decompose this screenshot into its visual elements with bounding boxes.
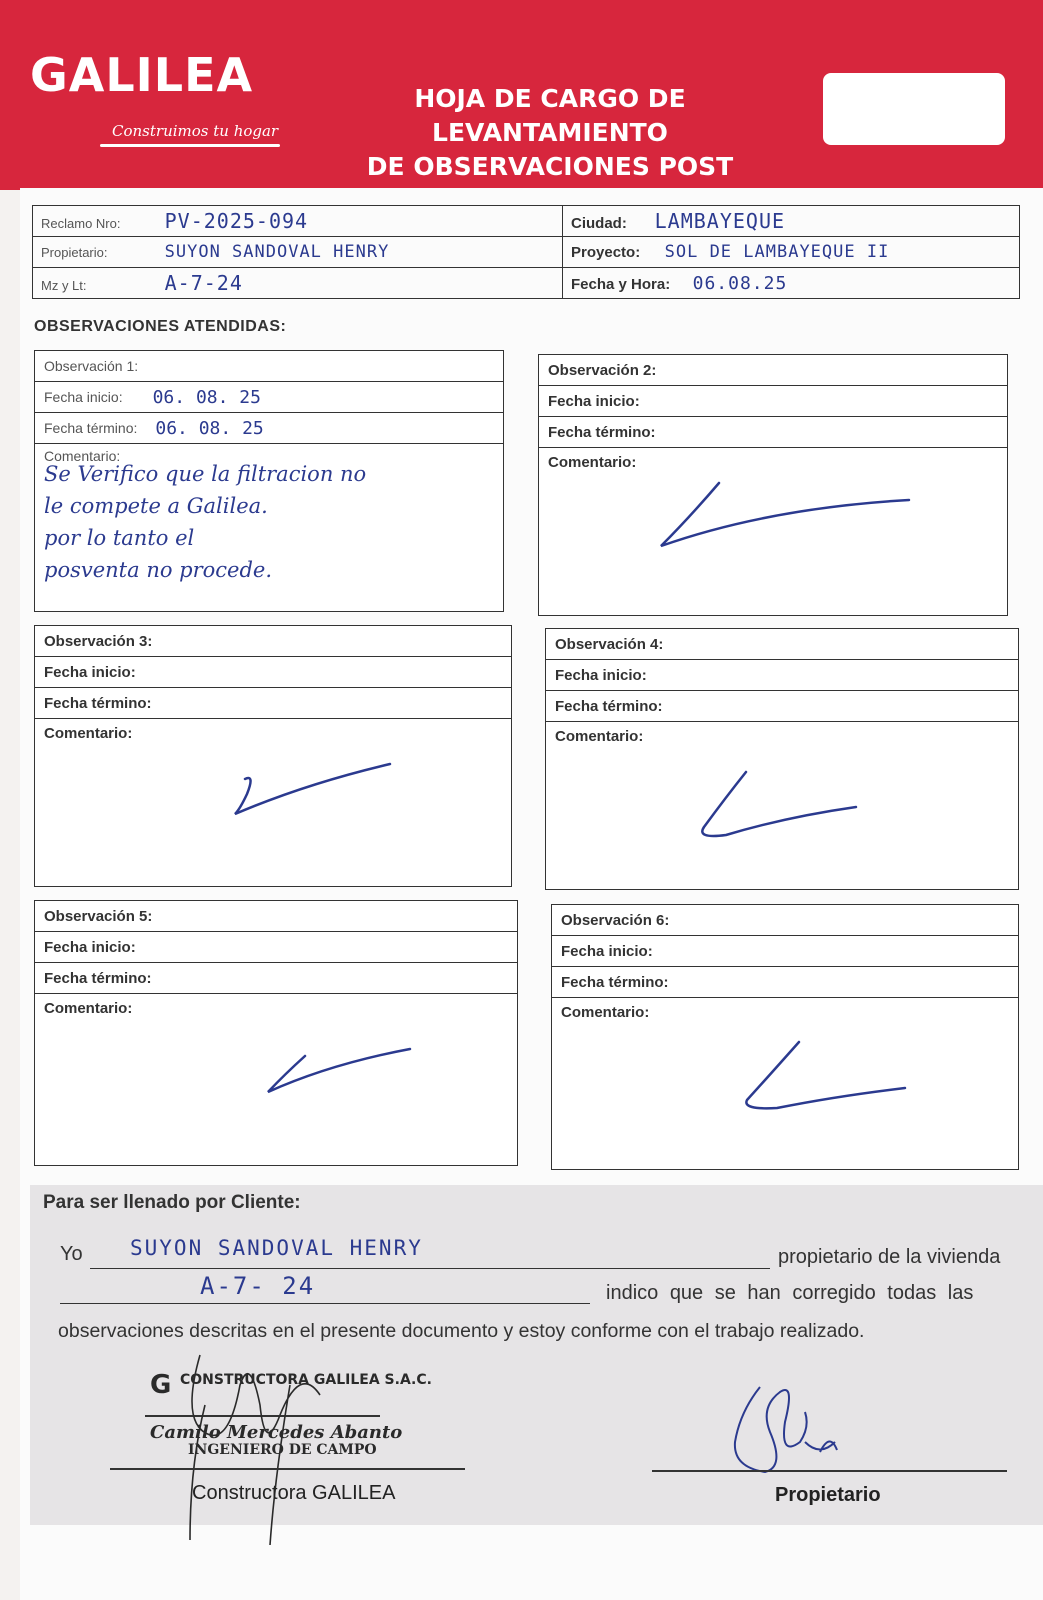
owner-name-line bbox=[90, 1268, 770, 1269]
title-line-2: DE OBSERVACIONES POST bbox=[366, 152, 734, 181]
ciudad-label: Ciudad: bbox=[571, 215, 627, 232]
observation-1-comentario bbox=[35, 444, 503, 592]
observation-4-title: Observación 4: bbox=[555, 635, 664, 653]
fecha-label: Fecha y Hora: bbox=[571, 275, 671, 293]
propietario-label: Propietario bbox=[775, 1484, 881, 1506]
observation-5-termino bbox=[35, 963, 517, 994]
observation-2-title: Observación 2: bbox=[548, 361, 657, 379]
comentario-line: Se Verifico que la filtracion no bbox=[44, 462, 367, 486]
observation-3-label bbox=[35, 626, 511, 657]
observation-4-inicio bbox=[546, 660, 1018, 691]
mz-cell bbox=[33, 268, 563, 299]
termino-label: Fecha término: bbox=[44, 420, 138, 436]
header-blank-box bbox=[823, 73, 1005, 145]
check-mark-icon bbox=[737, 1038, 917, 1118]
vivienda-line bbox=[60, 1303, 590, 1304]
observation-2-termino bbox=[539, 417, 1007, 448]
inicio-label: Fecha inicio: bbox=[561, 942, 653, 960]
observation-3-comentario bbox=[35, 719, 511, 748]
check-mark-icon bbox=[649, 478, 919, 558]
constructora-label: Constructora GALILEA bbox=[192, 1482, 396, 1504]
observation-6-box bbox=[551, 904, 1019, 1170]
comentario-label: Comentario: bbox=[44, 1000, 133, 1017]
mz-value: A-7-24 bbox=[164, 271, 243, 295]
propietario-vivienda-text: propietario de la vivienda bbox=[778, 1246, 1001, 1268]
ciudad-value: LAMBAYEQUE bbox=[654, 209, 786, 233]
observation-1-title: Observación 1: bbox=[44, 358, 139, 374]
termino-label: Fecha término: bbox=[561, 973, 669, 991]
observation-2-label bbox=[539, 355, 1007, 386]
propietario-cell bbox=[33, 237, 563, 268]
proyecto-cell bbox=[563, 237, 1020, 268]
observation-3-inicio bbox=[35, 657, 511, 688]
comentario-label: Comentario: bbox=[44, 725, 133, 742]
observation-1-label bbox=[35, 351, 503, 382]
inicio-label: Fecha inicio: bbox=[44, 389, 123, 405]
stamp-role: INGENIERO DE CAMPO bbox=[188, 1442, 377, 1458]
observation-4-box bbox=[545, 628, 1019, 890]
comentario-label: Comentario: bbox=[555, 728, 644, 745]
check-mark-icon bbox=[225, 759, 405, 829]
vivienda-value: A-7- 24 bbox=[200, 1272, 316, 1300]
logo-swoosh bbox=[100, 144, 280, 147]
logo-tagline: Construimos tu hogar bbox=[112, 122, 279, 140]
right-signature-line bbox=[652, 1470, 1007, 1472]
reclamo-label: Reclamo Nro: bbox=[41, 216, 121, 231]
termino-label: Fecha término: bbox=[555, 697, 663, 715]
observation-3-termino bbox=[35, 688, 511, 719]
comentario-line: posventa no procede. bbox=[44, 558, 273, 582]
observation-4-comentario bbox=[546, 722, 1018, 751]
yo-label: Yo bbox=[60, 1243, 83, 1265]
inicio-label: Fecha inicio: bbox=[555, 666, 647, 684]
termino-label: Fecha término: bbox=[548, 423, 656, 441]
left-signature-line bbox=[110, 1468, 465, 1470]
ciudad-cell bbox=[563, 206, 1020, 237]
observation-2-box bbox=[538, 354, 1008, 616]
termino-value: 06. 08. 25 bbox=[155, 417, 264, 439]
observation-1-box bbox=[34, 350, 504, 612]
comentario-label: Comentario: bbox=[548, 454, 637, 471]
fecha-value: 06.08.25 bbox=[692, 272, 788, 294]
proyecto-value: SOL DE LAMBAYEQUE II bbox=[664, 242, 890, 262]
conformity-text: observaciones descritas en el presente documento y estoy conforme con el trabajo realizado. bbox=[58, 1320, 865, 1342]
reclamo-value: PV-2025-094 bbox=[164, 209, 309, 233]
stamp-name: Camilo Mercedes Abanto bbox=[150, 1422, 403, 1443]
observation-1-inicio bbox=[35, 382, 503, 413]
propietario-value: SUYON SANDOVAL HENRY bbox=[164, 242, 390, 262]
observation-5-comentario bbox=[35, 994, 517, 1023]
check-mark-icon bbox=[686, 767, 866, 847]
logo-text: GALILEA bbox=[30, 48, 254, 102]
check-mark-icon bbox=[260, 1044, 420, 1104]
comentario-line: le compete a Galilea. bbox=[44, 494, 268, 518]
reclamo-cell bbox=[33, 206, 563, 237]
comentario-label: Comentario: bbox=[561, 1004, 650, 1021]
section-title: OBSERVACIONES ATENDIDAS: bbox=[34, 318, 287, 335]
stamp-logo-icon: G bbox=[150, 1370, 172, 1400]
inicio-value: 06. 08. 25 bbox=[152, 386, 261, 408]
observation-5-box bbox=[34, 900, 518, 1166]
observation-2-comentario bbox=[539, 448, 1007, 477]
stamp-company: CONSTRUCTORA GALILEA S.A.C. bbox=[180, 1372, 432, 1388]
client-section-title: Para ser llenado por Cliente: bbox=[43, 1192, 301, 1213]
inicio-label: Fecha inicio: bbox=[548, 392, 640, 410]
owner-name-value: SUYON SANDOVAL HENRY bbox=[130, 1236, 423, 1260]
inicio-label: Fecha inicio: bbox=[44, 938, 136, 956]
observation-6-title: Observación 6: bbox=[561, 911, 670, 929]
comentario-text bbox=[44, 458, 494, 586]
info-table bbox=[32, 205, 1020, 299]
observation-5-title: Observación 5: bbox=[44, 907, 153, 925]
galilea-logo bbox=[30, 48, 279, 140]
title-line-1: HOJA DE CARGO DE LEVANTAMIENTO bbox=[414, 84, 686, 147]
observation-6-label bbox=[552, 905, 1018, 936]
termino-label: Fecha término: bbox=[44, 694, 152, 712]
observation-6-inicio bbox=[552, 936, 1018, 967]
propietario-label: Propietario: bbox=[41, 245, 108, 260]
indico-text: indico que se han corregido todas las bbox=[606, 1282, 974, 1304]
observation-5-label bbox=[35, 901, 517, 932]
observation-2-inicio bbox=[539, 386, 1007, 417]
mz-label: Mz y Lt: bbox=[41, 278, 87, 293]
inicio-label: Fecha inicio: bbox=[44, 663, 136, 681]
fecha-cell bbox=[563, 268, 1020, 299]
observation-4-label bbox=[546, 629, 1018, 660]
observation-3-title: Observación 3: bbox=[44, 632, 153, 650]
owner-signature-icon bbox=[725, 1372, 845, 1482]
engineer-signature-icon bbox=[170, 1345, 340, 1545]
proyecto-label: Proyecto: bbox=[571, 244, 641, 261]
observation-6-termino bbox=[552, 967, 1018, 998]
observation-6-comentario bbox=[552, 998, 1018, 1027]
observation-3-box bbox=[34, 625, 512, 887]
observation-4-termino bbox=[546, 691, 1018, 722]
termino-label: Fecha término: bbox=[44, 969, 152, 987]
observation-5-inicio bbox=[35, 932, 517, 963]
observation-1-termino bbox=[35, 413, 503, 444]
comentario-line: por lo tanto el bbox=[44, 526, 195, 550]
comentario-label: Comentario: bbox=[44, 448, 121, 464]
